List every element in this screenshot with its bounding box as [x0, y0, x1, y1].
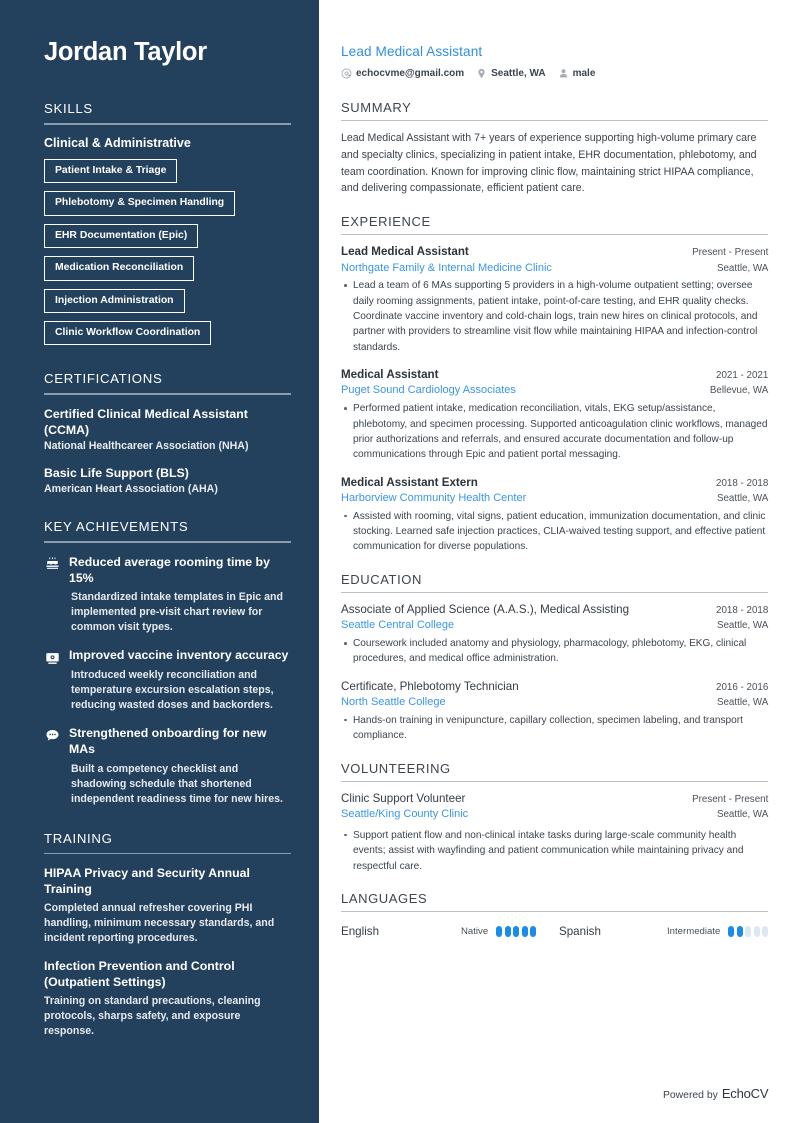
- training-item: [44, 958, 291, 1039]
- rating-dot-empty: [762, 926, 768, 937]
- sidebar-section-skills: [44, 101, 291, 345]
- experience-divider: [341, 234, 768, 235]
- achievement-body: [69, 725, 291, 807]
- experience-location: Bellevue, WA: [709, 385, 769, 397]
- candidate-name: Jordan Taylor: [44, 38, 207, 66]
- skill-chip: EHR Documentation (Epic): [44, 224, 198, 248]
- achievement-item: [44, 554, 291, 636]
- rating-dot-filled: [496, 926, 502, 937]
- training-divider: [44, 853, 291, 855]
- main-column: [319, 0, 794, 1123]
- skill-chip: Clinic Workflow Coordination: [44, 321, 211, 345]
- rating-dot-empty: [745, 926, 751, 937]
- experience-role: Medical Assistant Extern: [341, 475, 478, 489]
- achievement-item: [44, 647, 291, 712]
- chat-bubble-icon: [44, 728, 60, 744]
- achievement-title: Improved vaccine inventory accuracy: [69, 648, 289, 663]
- education-entry-top: [341, 602, 768, 618]
- sidebar-section-training: [44, 831, 291, 1039]
- experience-organization[interactable]: Northgate Family & Internal Medicine Clinic: [341, 261, 552, 274]
- experience-bullets: [341, 401, 768, 462]
- volunteering-entry-top: [341, 791, 768, 807]
- experience-entry-top: [341, 367, 768, 383]
- rating-dot-filled: [505, 926, 511, 937]
- certifications-divider: [44, 393, 291, 395]
- volunteering-organization[interactable]: Seattle/King County Clinic: [341, 807, 469, 820]
- education-location: Seattle, WA: [716, 620, 769, 632]
- training-title: HIPAA Privacy and Security Annual Training: [44, 866, 250, 897]
- education-degree: Associate of Applied Science (A.A.S.), Medical Assisting: [341, 602, 630, 616]
- presentation-screen-icon: [44, 650, 60, 666]
- education-entry: [341, 602, 768, 667]
- summary-heading: SUMMARY: [341, 100, 412, 115]
- summary-divider: [341, 120, 768, 121]
- language-rating-dots: [728, 926, 768, 937]
- bullet-item: Hands-on training in venipuncture, capillary collection, specimen labeling, and transport compliance.: [341, 713, 768, 744]
- volunteering-role: Clinic Support Volunteer: [341, 791, 466, 805]
- experience-role: Lead Medical Assistant: [341, 245, 469, 259]
- section-volunteering: [341, 761, 768, 874]
- section-summary: [341, 100, 768, 197]
- section-languages: [341, 891, 768, 938]
- volunteering-entry-sub: [341, 807, 768, 823]
- experience-entry-top: [341, 244, 768, 260]
- education-entry-top: [341, 679, 768, 695]
- skill-chip-list: [44, 159, 291, 346]
- certification-issuer: American Heart Association (AHA): [44, 483, 218, 496]
- education-divider: [341, 592, 768, 593]
- education-location: Seattle, WA: [716, 696, 769, 708]
- experience-entry-sub: [341, 491, 768, 507]
- experience-organization[interactable]: Harborview Community Health Center: [341, 491, 527, 504]
- contact-email[interactable]: [341, 68, 464, 79]
- experience-organization[interactable]: Puget Sound Cardiology Associates: [341, 384, 516, 397]
- bullet-item: Lead a team of 6 MAs supporting 5 providers in a high-volume outpatient setting; oversee daily rooming assignments, patient intake, point-of-care testing, and EHR quality checks. Coordinate vaccine inventory and cold-chain logs, train new hires on clinical protocols, and partner with providers to streamline visit flow while maintaining HIPAA and infection-control standards.: [341, 278, 768, 355]
- language-name: English: [341, 925, 380, 939]
- languages-row: [341, 921, 768, 938]
- achievement-description: Introduced weekly reconciliation and temperature excursion escalation steps, reducing wasted doses and backorders.: [71, 668, 274, 711]
- experience-dates: Present - Present: [692, 247, 769, 259]
- experience-entry: [341, 367, 768, 462]
- experience-dates: 2021 - 2021: [716, 370, 769, 382]
- achievement-description: Standardized intake templates in Epic and implemented pre-visit chart review for common visit types.: [71, 591, 283, 634]
- contact-location-value: Seattle, WA: [491, 68, 546, 79]
- experience-bullets: [341, 278, 768, 355]
- achievement-body: [69, 554, 291, 636]
- education-bullets: [341, 636, 768, 667]
- language-item: [341, 925, 559, 938]
- sidebar-section-key-achievements: [44, 519, 291, 807]
- contact-email-value: echocvme@gmail.com: [356, 68, 465, 79]
- experience-entry: [341, 244, 768, 355]
- language-name: Spanish: [559, 925, 601, 939]
- skill-group-title: Clinical & Administrative: [44, 135, 191, 150]
- skill-chip: Phlebotomy & Specimen Handling: [44, 191, 235, 215]
- achievement-title: Reduced average rooming time by 15%: [69, 554, 270, 585]
- rating-dot-filled: [513, 926, 519, 937]
- sidebar: [0, 0, 319, 1123]
- education-entry: [341, 679, 768, 744]
- training-heading: TRAINING: [44, 830, 113, 846]
- education-entry-sub: [341, 618, 768, 634]
- languages-heading: LANGUAGES: [341, 890, 428, 906]
- volunteering-location: Seattle, WA: [716, 808, 769, 820]
- volunteering-divider: [341, 781, 768, 782]
- experience-bullets: [341, 509, 768, 555]
- experience-entry-sub: [341, 383, 768, 399]
- cake-icon: [44, 557, 60, 573]
- volunteering-dates: Present - Present: [692, 793, 769, 805]
- rating-dot-filled: [728, 926, 734, 937]
- skill-chip: Medication Reconciliation: [44, 256, 194, 280]
- education-heading: EDUCATION: [341, 571, 422, 587]
- rating-dot-filled: [522, 926, 528, 937]
- contact-row: [341, 68, 768, 79]
- section-experience: [341, 214, 768, 555]
- volunteering-heading: VOLUNTEERING: [341, 760, 451, 776]
- summary-text: Lead Medical Assistant with 7+ years of experience supporting high-volume primary care and specialty clinics, specializing in patient intake, EHR documentation, phlebotomy, and team coordination. Known for improving clinic flow, maintaining strict HIPAA compliance, and delivering compassionate, efficient patient care.: [341, 132, 757, 195]
- bullet-item: Support patient flow and non-clinical intake tasks during large-scale community health events; assist with wayfinding and patient communication while maintaining privacy and respectful care.: [341, 828, 768, 874]
- education-bullets: [341, 713, 768, 744]
- section-education: [341, 572, 768, 744]
- experience-location: Seattle, WA: [716, 262, 769, 274]
- contact-location: [476, 68, 545, 79]
- language-rating-dots: [496, 926, 536, 937]
- volunteering-entry: [341, 791, 768, 874]
- experience-dates: 2018 - 2018: [716, 477, 769, 489]
- achievement-description: Built a competency checklist and shadowing schedule that shortened independent readiness time for new hires.: [71, 762, 283, 805]
- at-email-icon: [341, 68, 352, 79]
- certification-item: [44, 465, 291, 497]
- achievement-title: Strengthened onboarding for new MAs: [69, 725, 267, 757]
- education-entry-sub: [341, 695, 768, 711]
- person-icon: [558, 68, 569, 79]
- training-item: [44, 865, 291, 946]
- education-institution[interactable]: Seattle Central College: [341, 619, 455, 632]
- language-level: Intermediate: [667, 926, 721, 938]
- key-achievements-divider: [44, 541, 291, 543]
- education-dates: 2018 - 2018: [716, 604, 769, 616]
- experience-location: Seattle, WA: [716, 492, 769, 504]
- language-level: Native: [461, 926, 489, 938]
- achievement-item: [44, 725, 291, 807]
- experience-role: Medical Assistant: [341, 368, 439, 382]
- powered-by-label: Powered by: [662, 1090, 718, 1101]
- certification-title: Basic Life Support (BLS): [44, 466, 189, 481]
- experience-entry: [341, 475, 768, 555]
- experience-heading: EXPERIENCE: [341, 214, 431, 230]
- training-description: Training on standard precautions, cleaning protocols, sharps safety, and exposure response.: [44, 994, 261, 1037]
- achievement-body: [69, 647, 291, 712]
- skills-heading: SKILLS: [44, 101, 93, 117]
- skills-divider: [44, 123, 291, 125]
- bullet-item: Assisted with rooming, vital signs, patient education, immunization documentation, and clinic stocking. Learned safe injection practices, CLIA-waived testing support, and effective patient communication for diverse populations.: [341, 509, 768, 555]
- location-pin-icon: [476, 68, 487, 79]
- education-institution[interactable]: North Seattle College: [341, 695, 446, 708]
- certifications-heading: CERTIFICATIONS: [44, 371, 163, 387]
- rating-dot-filled: [530, 926, 536, 937]
- bullet-item: Performed patient intake, medication reconciliation, vitals, EKG setup/assistance, phlebotomy, and specimen processing. Supported anticoagulation clinic workflows, managed prior authorizations and referrals, and ensured accurate documentation and follow-up communications through Epic and patient portal messaging.: [341, 401, 768, 462]
- certification-issuer: National Healthcareer Association (NHA): [44, 440, 249, 453]
- sidebar-section-certifications: [44, 371, 291, 497]
- brand-name: EchoCV: [721, 1086, 769, 1101]
- education-dates: 2016 - 2016: [716, 681, 769, 693]
- certification-item: [44, 406, 291, 454]
- education-degree: Certificate, Phlebotomy Technician: [341, 679, 519, 693]
- volunteering-bullets: [341, 828, 768, 874]
- contact-gender: [558, 68, 596, 79]
- rating-dot-empty: [754, 926, 760, 937]
- language-item: [559, 925, 768, 938]
- headline-job-title: Lead Medical Assistant: [341, 44, 483, 59]
- training-title: Infection Prevention and Control (Outpatient Settings): [44, 958, 235, 990]
- training-description: Completed annual refresher covering PHI handling, minimum necessary standards, and incident reporting procedures.: [44, 901, 275, 944]
- experience-entry-top: [341, 475, 768, 491]
- skill-chip: Patient Intake & Triage: [44, 159, 177, 183]
- key-achievements-heading: KEY ACHIEVEMENTS: [44, 519, 189, 535]
- bullet-item: Coursework included anatomy and physiology, pharmacology, phlebotomy, EKG, clinical procedures, and medical office administration.: [341, 636, 768, 667]
- skill-chip: Injection Administration: [44, 289, 185, 313]
- footer-branding: [663, 1086, 768, 1101]
- certification-title: Certified Clinical Medical Assistant (CCMA): [44, 406, 248, 438]
- languages-divider: [341, 911, 768, 912]
- rating-dot-filled: [737, 926, 743, 937]
- contact-gender-value: male: [572, 68, 596, 79]
- experience-entry-sub: [341, 261, 768, 277]
